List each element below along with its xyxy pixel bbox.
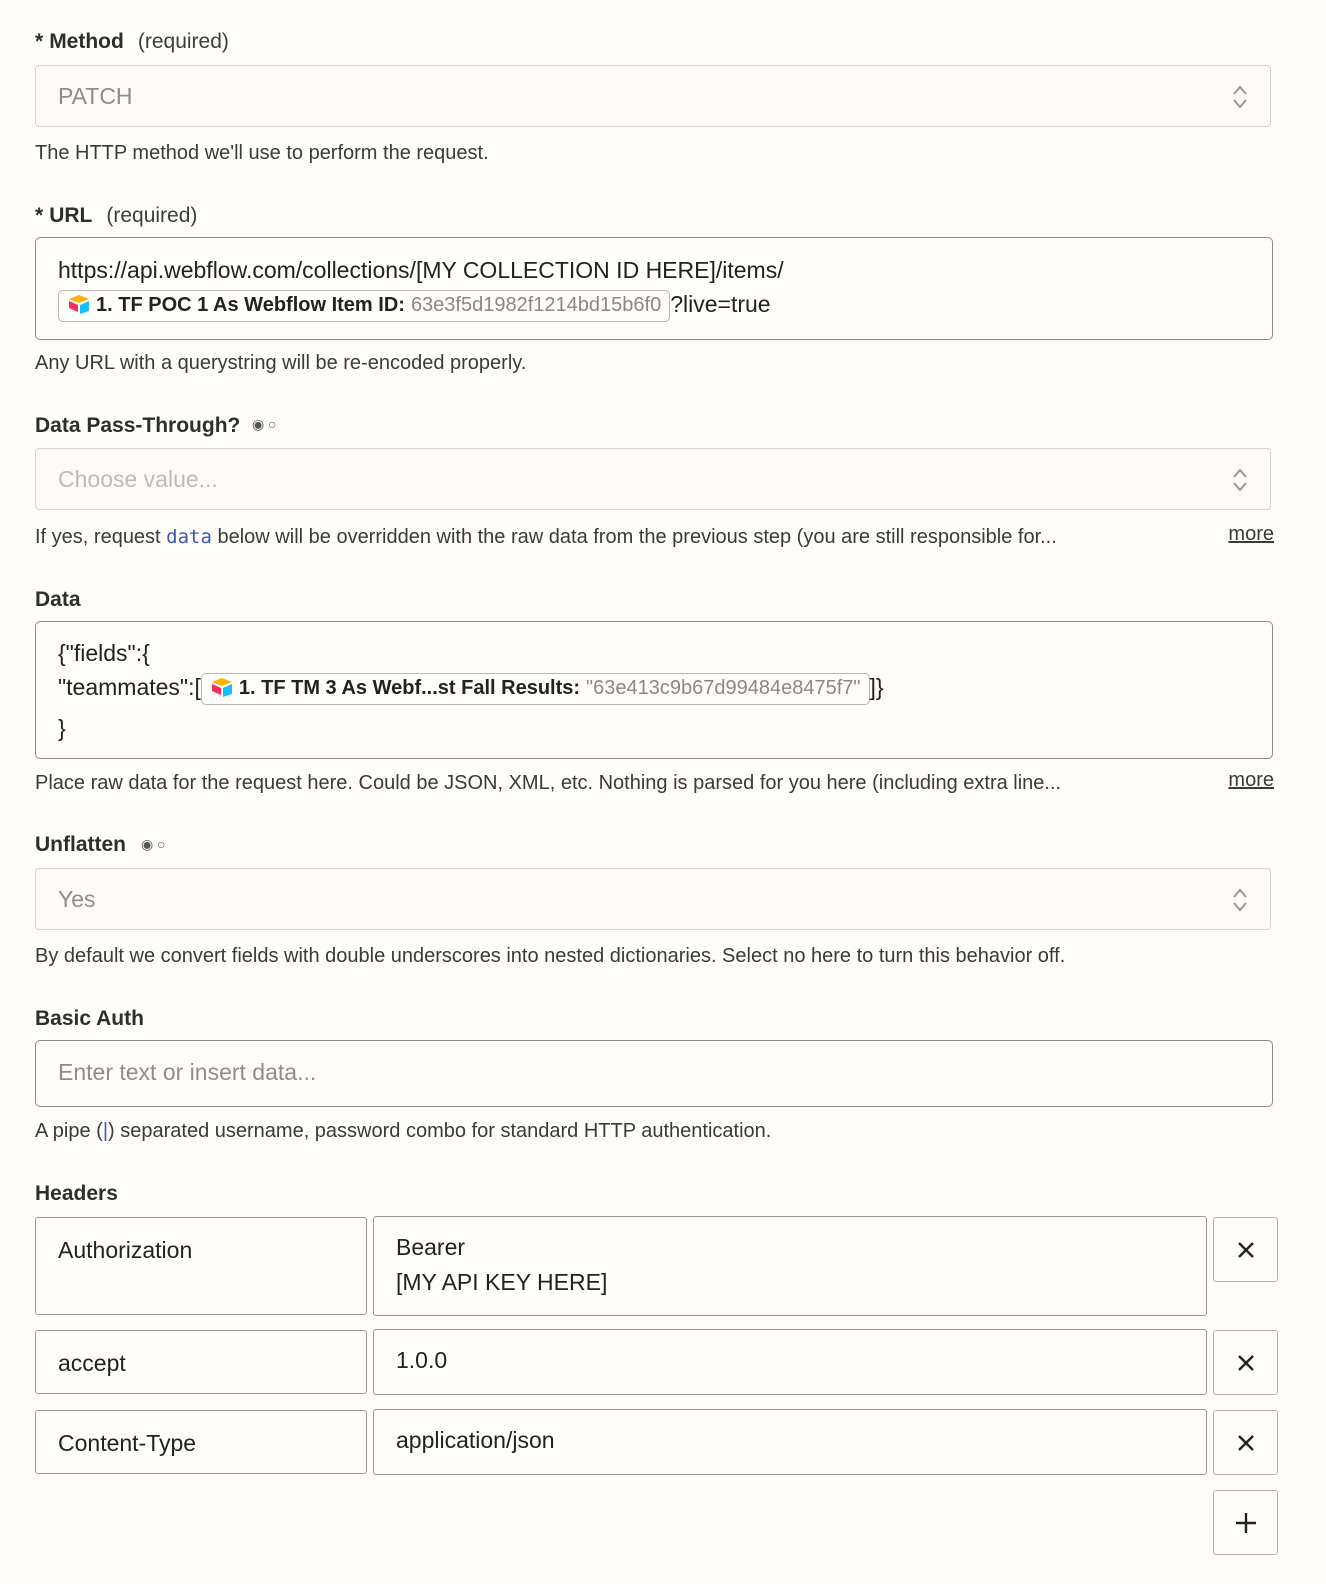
header-key-input[interactable] bbox=[35, 1410, 367, 1474]
headers-label: Headers bbox=[35, 1182, 118, 1205]
passthrough-more-link[interactable]: more bbox=[1228, 523, 1274, 545]
close-icon bbox=[1237, 1354, 1255, 1372]
chevron-up-down-icon bbox=[1230, 82, 1250, 112]
method-label-text: Method bbox=[49, 30, 124, 53]
pill-field-name: 1. TF TM 3 As Webf...st Fall Results: bbox=[238, 677, 581, 699]
data-line-1: {"fields":{ bbox=[58, 640, 150, 666]
url-line-2 bbox=[58, 290, 771, 322]
passthrough-label bbox=[35, 414, 240, 438]
data-line-2 bbox=[58, 673, 884, 705]
header-key-text: Authorization bbox=[58, 1237, 193, 1263]
basic-auth-helper bbox=[35, 1120, 771, 1143]
basic-auth-label: Basic Auth bbox=[35, 1007, 144, 1030]
header-key-input[interactable] bbox=[35, 1330, 367, 1394]
header-key-input[interactable] bbox=[35, 1217, 367, 1315]
close-icon bbox=[1237, 1434, 1255, 1452]
passthrough-placeholder: Choose value... bbox=[58, 466, 218, 492]
required-note: (required) bbox=[106, 204, 198, 227]
plus-icon bbox=[1235, 1512, 1257, 1534]
data-pill[interactable] bbox=[201, 673, 870, 705]
header-value-input[interactable] bbox=[373, 1216, 1207, 1316]
header-value-text: [MY API KEY HERE] bbox=[396, 1269, 608, 1295]
header-value-text: application/json bbox=[396, 1427, 555, 1453]
remove-header-button[interactable] bbox=[1213, 1217, 1278, 1282]
header-value-input[interactable] bbox=[373, 1329, 1207, 1395]
radio-toggle-icon[interactable]: ◉ ○ bbox=[141, 836, 166, 852]
pill-field-value: 63e3f5d1982f1214bd15b6f0 bbox=[410, 294, 662, 316]
passthrough-select[interactable] bbox=[35, 448, 1271, 510]
remove-header-button[interactable] bbox=[1213, 1330, 1278, 1395]
helper-text: below will be overridden with the raw data from the previous step (you are still responsible for... bbox=[211, 526, 1057, 548]
airtable-logo-icon bbox=[210, 677, 234, 697]
pill-field-value: "63e413c9b67d99484e8475f7" bbox=[586, 677, 861, 699]
unflatten-select[interactable] bbox=[35, 868, 1271, 930]
helper-text: ) separated username, password combo for standard HTTP authentication. bbox=[108, 1120, 772, 1142]
passthrough-label-text: Data Pass-Through? bbox=[35, 414, 241, 437]
chevron-up-down-icon bbox=[1230, 885, 1250, 915]
unflatten-label: Unflatten bbox=[35, 833, 126, 856]
basic-auth-input[interactable] bbox=[35, 1040, 1273, 1107]
code-snippet: data bbox=[166, 526, 212, 548]
data-label: Data bbox=[35, 588, 81, 611]
header-key-text: accept bbox=[58, 1350, 126, 1376]
helper-text: A pipe ( bbox=[35, 1120, 103, 1142]
required-asterisk: * bbox=[35, 30, 44, 53]
pipe-symbol: | bbox=[102, 1120, 109, 1142]
data-more-link[interactable]: more bbox=[1228, 769, 1274, 791]
header-value-text: Bearer bbox=[396, 1234, 466, 1260]
airtable-logo-icon bbox=[67, 294, 91, 314]
pill-field-name: 1. TF POC 1 As Webflow Item ID: bbox=[96, 294, 405, 316]
data-helper: Place raw data for the request here. Could be JSON, XML, etc. Nothing is parsed for you here (including extra line... bbox=[35, 772, 1062, 794]
data-line-2-prefix: "teammates":[ bbox=[58, 674, 201, 701]
url-helper: Any URL with a querystring will be re-encoded properly. bbox=[35, 352, 527, 374]
close-icon bbox=[1237, 1241, 1255, 1259]
method-helper: The HTTP method we'll use to perform the request. bbox=[35, 142, 489, 164]
url-input[interactable] bbox=[35, 237, 1273, 340]
url-suffix: ?live=true bbox=[670, 291, 771, 318]
data-line-3: } bbox=[58, 715, 66, 741]
passthrough-helper bbox=[35, 526, 1057, 549]
method-select-value: PATCH bbox=[58, 83, 133, 109]
url-data-pill[interactable] bbox=[58, 290, 670, 322]
radio-toggle-icon[interactable]: ◉ ○ bbox=[252, 416, 277, 432]
method-select[interactable] bbox=[35, 65, 1271, 127]
basic-auth-placeholder: Enter text or insert data... bbox=[58, 1059, 317, 1085]
data-line-2-suffix: ]} bbox=[869, 674, 884, 701]
helper-text: If yes, request bbox=[35, 526, 167, 548]
chevron-up-down-icon bbox=[1230, 465, 1250, 495]
data-input[interactable] bbox=[35, 621, 1273, 759]
unflatten-helper: By default we convert fields with double underscores into nested dictionaries. Select no here to turn this behavior off. bbox=[35, 945, 1066, 967]
method-label bbox=[35, 30, 229, 54]
url-label bbox=[35, 204, 197, 228]
header-value-text: 1.0.0 bbox=[396, 1347, 448, 1373]
required-asterisk: * bbox=[35, 204, 44, 227]
url-line-1: https://api.webflow.com/collections/[MY COLLECTION ID HERE]/items/ bbox=[58, 257, 784, 283]
header-value-input[interactable] bbox=[373, 1409, 1207, 1475]
header-key-text: Content-Type bbox=[58, 1430, 197, 1456]
remove-header-button[interactable] bbox=[1213, 1410, 1278, 1475]
unflatten-select-value: Yes bbox=[58, 886, 96, 912]
required-note: (required) bbox=[137, 30, 229, 53]
add-header-button[interactable] bbox=[1213, 1490, 1278, 1555]
url-label-text: URL bbox=[49, 204, 93, 227]
